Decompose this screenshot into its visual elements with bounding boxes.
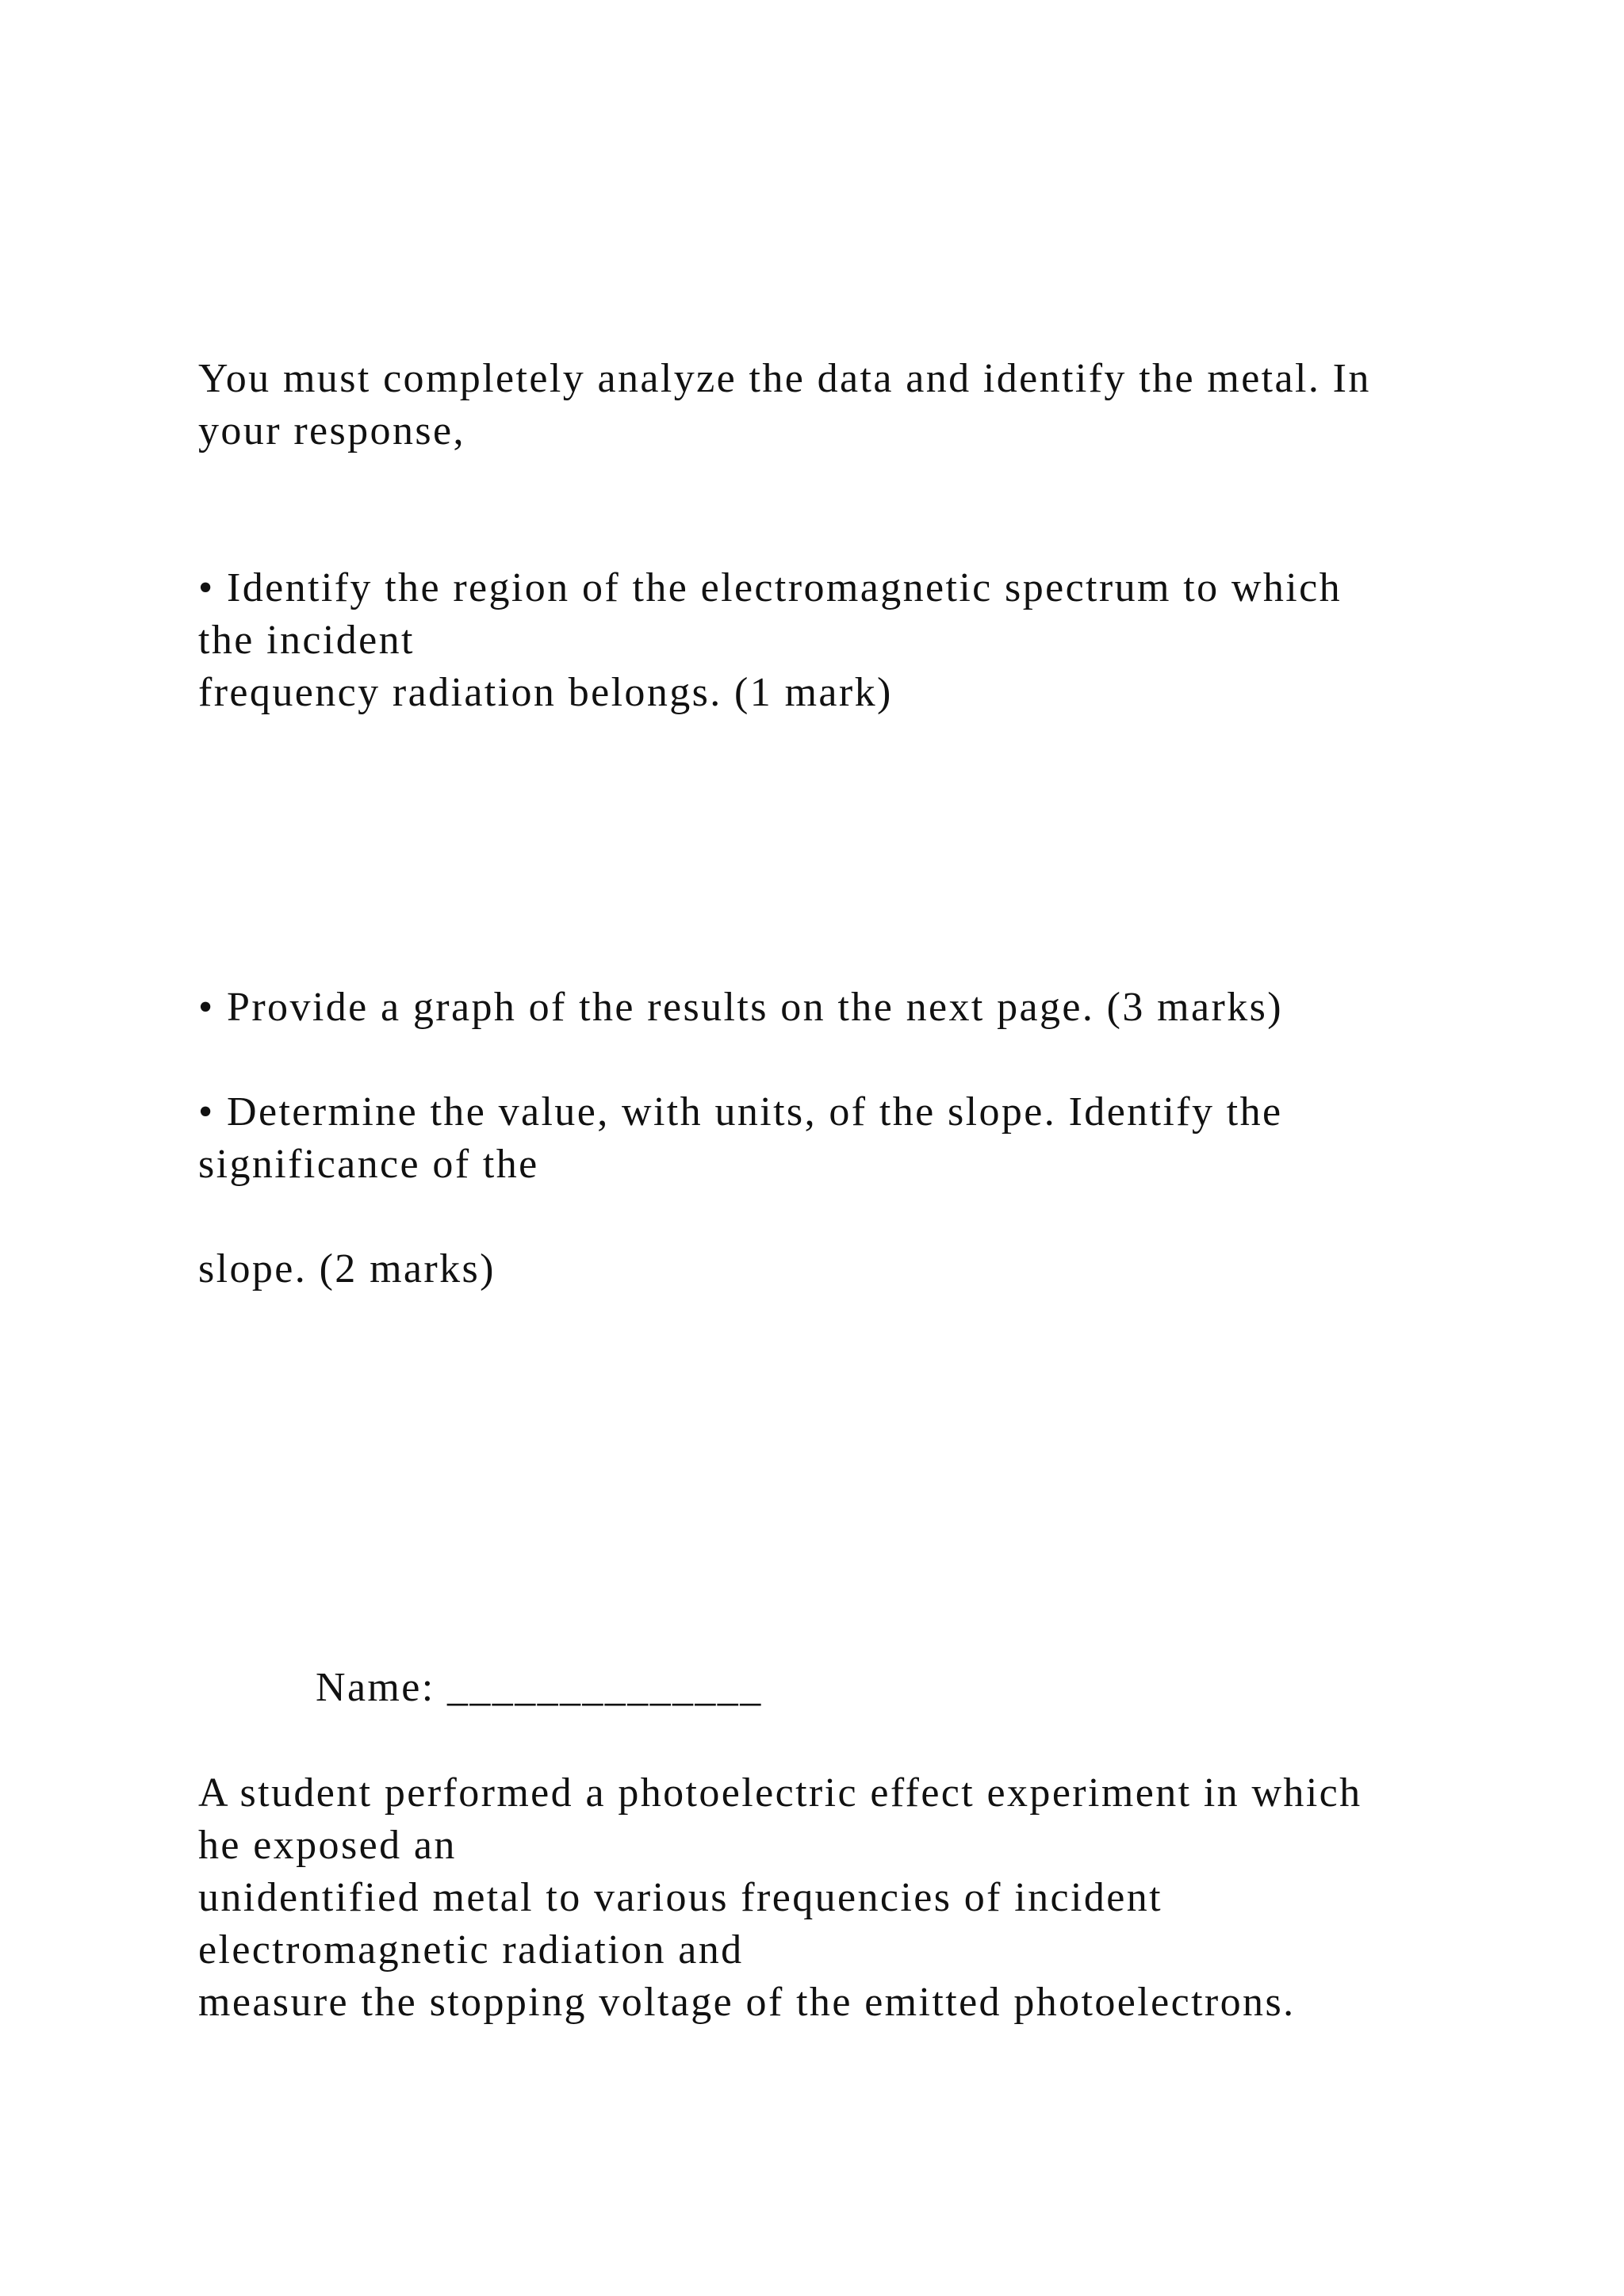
- scenario-line-2: he exposed an: [198, 1823, 457, 1868]
- bullet-region-line-3: frequency radiation belongs. (1 mark): [198, 670, 893, 715]
- scenario-line-1: A student performed a photoelectric effect experiment in which: [198, 1770, 1362, 1816]
- name-label: Name: ______________: [316, 1665, 763, 1710]
- scenario-line-5: measure the stopping voltage of the emitted photoelectrons.: [198, 1980, 1296, 2025]
- bullet-slope-line-1: • Determine the value, with units, of the slope. Identify the: [198, 1089, 1283, 1135]
- bullet-region-line-1: • Identify the region of the electromagnetic spectrum to which: [198, 565, 1342, 610]
- bullet-region-line-2: the incident: [198, 618, 415, 663]
- bullet-graph-line-1: • Provide a graph of the results on the next page. (3 marks): [198, 985, 1283, 1030]
- scenario-line-4: electromagnetic radiation and: [198, 1927, 744, 1973]
- intro-line-1: You must completely analyze the data and identify the metal. In: [198, 356, 1371, 401]
- bullet-slope-line-2: significance of the: [198, 1142, 539, 1187]
- intro-line-2: your response,: [198, 408, 465, 453]
- scenario-line-3: unidentified metal to various frequencies of incident: [198, 1875, 1162, 1920]
- bullet-slope-line-3: slope. (2 marks): [198, 1246, 496, 1292]
